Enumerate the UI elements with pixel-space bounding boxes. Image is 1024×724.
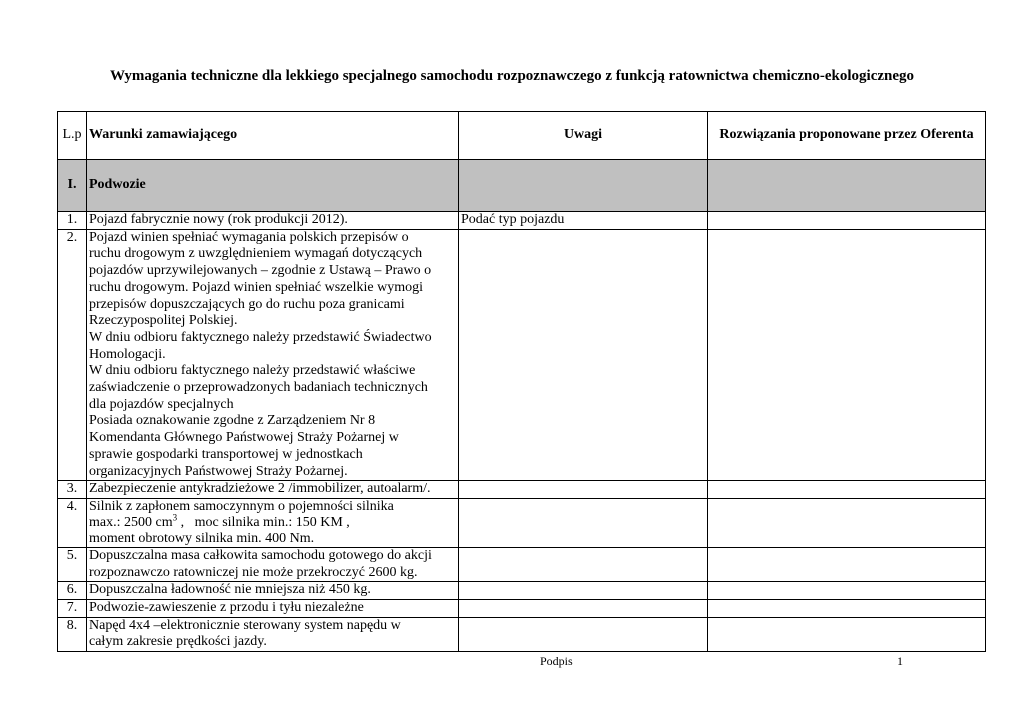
displacement-text: max.: 2500 cm — [89, 514, 173, 530]
condition-line: rozpoznawczo ratowniczej nie może przekroczyć 2600 kg. — [89, 564, 418, 580]
section-row — [58, 160, 986, 212]
row-remarks — [459, 582, 708, 600]
row-lp: 7. — [58, 600, 87, 618]
page-number: 1 — [897, 654, 903, 668]
header-solutions: Rozwiązania proponowane przez Oferenta — [708, 112, 986, 160]
table-row — [58, 212, 986, 230]
section-name: Podwozie — [87, 160, 459, 212]
row-solution-cell[interactable] — [708, 229, 986, 481]
condition-line: Posiada oznakowanie zgodne z Zarządzeniem Nr 8 — [89, 413, 376, 429]
condition-line: Zabezpieczenie antykradzieżowe 2 /immobilizer, autoalarm/. — [89, 481, 431, 497]
row-lp: 1. — [58, 212, 87, 230]
table-row — [58, 498, 986, 547]
row-solution-cell[interactable] — [708, 481, 986, 499]
condition-line: pojazdów uprzywilejowanych – zgodnie z Ustawą – Prawo o — [89, 263, 432, 279]
condition-line: Pojazd fabrycznie nowy (rok produkcji 2012). — [89, 212, 348, 227]
table-row — [58, 481, 986, 499]
condition-line: sprawie gospodarki transportowej w jednostkach — [89, 446, 363, 462]
row-solution-cell[interactable] — [708, 547, 986, 581]
row-conditions — [87, 212, 459, 230]
condition-line: zaświadczenie o przeprowadzonych badaniach technicznych — [89, 380, 428, 396]
signature-label: Podpis — [540, 654, 573, 668]
row-conditions — [87, 600, 459, 618]
table-row — [58, 547, 986, 581]
condition-line: Dopuszczalna masa całkowita samochodu gotowego do akcji — [89, 547, 432, 563]
condition-line: Silnik z zapłonem samoczynnym o pojemności silnika — [89, 498, 394, 514]
condition-line: Komendanta Głównego Państwowej Straży Pożarnej w — [89, 430, 399, 446]
row-solution-cell[interactable] — [708, 582, 986, 600]
row-solution-cell[interactable] — [708, 498, 986, 547]
row-conditions — [87, 498, 459, 547]
condition-line: Rzeczypospolitej Polskiej. — [89, 313, 238, 329]
condition-line: organizacyjnych Państwowej Straży Pożarnej. — [89, 463, 348, 479]
table-header-row — [58, 112, 986, 160]
row-lp: 8. — [58, 617, 87, 651]
row-remarks: Podać typ pojazdu — [459, 212, 708, 230]
condition-line: W dniu odbioru faktycznego należy przedstawić właściwe — [89, 363, 416, 379]
row-conditions — [87, 547, 459, 581]
row-remarks — [459, 481, 708, 499]
condition-line: Pojazd winien spełniać wymagania polskich przepisów o — [89, 229, 409, 245]
condition-line: Dopuszczalna ładowność nie mniejsza niż 450 kg. — [89, 582, 371, 598]
condition-line — [89, 512, 456, 531]
row-remarks — [459, 600, 708, 618]
row-lp: 2. — [58, 229, 87, 481]
header-remarks: Uwagi — [459, 112, 708, 160]
table-row — [58, 229, 986, 481]
row-solution-cell[interactable] — [708, 617, 986, 651]
condition-line: ruchu drogowym. Pojazd winien spełniać wszelkie wymogi — [89, 279, 423, 295]
section-number: I. — [58, 160, 87, 212]
row-lp: 4. — [58, 498, 87, 547]
row-lp: 6. — [58, 582, 87, 600]
table-row — [58, 600, 986, 618]
row-remarks — [459, 617, 708, 651]
condition-line: ruchu drogowym z uwzględnieniem wymagań dotyczących — [89, 246, 423, 262]
row-solution-cell[interactable] — [708, 212, 986, 230]
row-conditions — [87, 481, 459, 499]
table-row — [58, 582, 986, 600]
condition-line: przepisów dopuszczających go do ruchu poza granicami — [89, 296, 405, 312]
row-lp: 5. — [58, 547, 87, 581]
row-conditions — [87, 229, 459, 481]
table-row — [58, 617, 986, 651]
condition-line: dla pojazdów specjalnych — [89, 396, 234, 412]
condition-line: całym zakresie prędkości jazdy. — [89, 634, 267, 650]
condition-line: moment obrotowy silnika min. 400 Nm. — [89, 530, 315, 546]
row-conditions — [87, 617, 459, 651]
cubic-superscript: 3 — [172, 512, 178, 523]
header-lp: L.p — [58, 112, 87, 160]
row-solution-cell[interactable] — [708, 600, 986, 618]
row-remarks — [459, 547, 708, 581]
condition-line: Napęd 4x4 –elektronicznie sterowany system napędu w — [89, 617, 401, 633]
section-solutions-cell — [708, 160, 986, 212]
row-conditions — [87, 582, 459, 600]
header-conditions: Warunki zamawiającego — [87, 112, 459, 160]
row-remarks — [459, 498, 708, 547]
section-remarks-cell — [459, 160, 708, 212]
condition-line: W dniu odbioru faktycznego należy przedstawić Świadectwo — [89, 329, 432, 345]
requirements-table — [57, 111, 986, 652]
document-title: Wymagania techniczne dla lekkiego specjalnego samochodu rozpoznawczego z funkcją ratownictwa chemiczno-ekologicznego — [109, 68, 915, 84]
condition-line: Podwozie-zawieszenie z przodu i tyłu niezależne — [89, 600, 364, 616]
row-lp: 3. — [58, 481, 87, 499]
row-remarks — [459, 229, 708, 481]
condition-line: Homologacji. — [89, 346, 166, 362]
power-text: , moc silnika min.: 150 KM , — [177, 514, 350, 530]
